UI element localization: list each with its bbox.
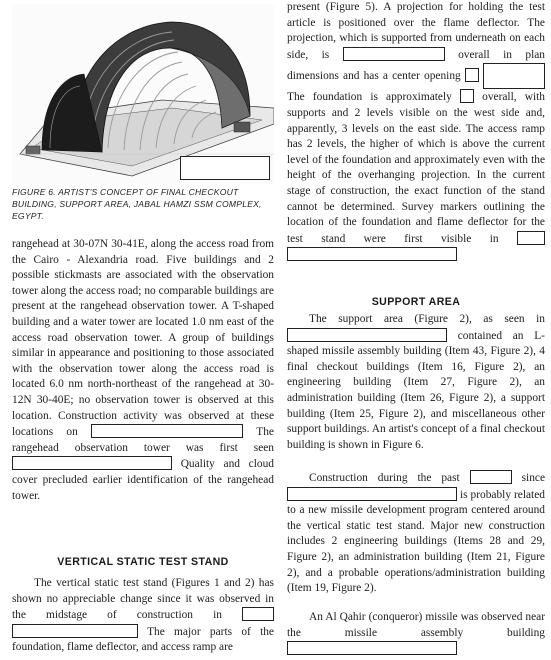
redaction-box [287, 641, 457, 655]
redaction-box [470, 470, 512, 484]
right-paragraph-construction [287, 470, 545, 597]
left-paragraph-test-stand [12, 576, 274, 656]
text-run: is probably related to a new missile development program centered around the vertical static test stand. Major new construction includes 2 engineering buildings (Items 28 and 29, Figure 2), an administration building (Item 21, Figure 2), and a probable operations/administration building (Item 19, Figure 2). [287, 488, 545, 595]
redaction-box [483, 63, 545, 89]
redaction-box [12, 624, 138, 638]
text-run: Construction during the past [309, 472, 460, 484]
text-run: overall in plan dimensions and has a center opening [287, 48, 545, 83]
text-run: present (Figure 5). A projection for holding the test article is positioned over the flame deflector. The projection, which is supported from underneath on each side, is [287, 1, 545, 61]
figure-caption: FIGURE 6. ARTIST'S CONCEPT OF FINAL CHECKOUT BUILDING, SUPPORT AREA, JABAL HAMZI SSM COMPLEX, EGYPT. [12, 187, 262, 221]
redaction-box [343, 47, 445, 61]
right-paragraph-al-qahir [287, 610, 545, 658]
redaction-box [12, 456, 172, 470]
text-run: The foundation is approximately [287, 91, 452, 104]
text-run: An Al Qahir (conqueror) missile was observed near the missile assembly building [287, 611, 545, 639]
redaction-box [91, 424, 243, 438]
text-run: rangehead at 30-07N 30-41E, along the access road from the Cairo - Alexandria road. Five buildings and 2 possible stickmasts are associated with the observation tower along the access road; no comparable buildings are present at the rangehead observation tower. A T-shaped building and a water tower are located 1.0 nm east of the access road observation tower. A group of buildings similar in appearance and positioning to those associated with the observation tower along the access road is located 6.0 nm north-northeast of the rangehead at 30-12N 30-40E; no observation tower is observed at this location. Construction activity was observed at these locations on [12, 238, 274, 439]
text-run: Quality and cloud cover precluded earlier identification of the rangehead tower. [12, 458, 274, 502]
redaction-box [180, 156, 270, 180]
heading-vertical-static-test-stand: VERTICAL STATIC TEST STAND [57, 556, 229, 568]
text-run: The support area (Figure 2), as seen in [309, 313, 545, 325]
text-run: The major parts of the foundation, flame deflector, and access ramp are [12, 625, 274, 654]
text-run: contained an L-shaped missile assembly building (Item 43, Figure 2), 4 final checkout buildings (Item 16, Figure 2), an engineering building (Item 27, Figure 2), an administration building (Item 26, Figure 2), a support building (Item 25, Figure 2), and miscellaneous other support buildings. An artist's concept of a final checkout building is shown in Figure 6. [287, 329, 545, 451]
redaction-box [460, 89, 474, 103]
figure-6-illustration [12, 4, 274, 184]
right-paragraph-test-stand [287, 0, 545, 282]
text-run: since [521, 472, 545, 484]
redaction-box [287, 328, 447, 342]
redaction-box [242, 607, 274, 621]
redaction-box [287, 487, 457, 501]
heading-support-area: SUPPORT AREA [371, 296, 461, 308]
redaction-box [287, 247, 457, 261]
text-run: The vertical static test stand (Figures 1 and 2) has shown no appreciable change since it was observed in the midstage of construction in [12, 577, 274, 622]
text-run: The rangehead observation tower was first seen [12, 426, 274, 454]
left-paragraph-rangehead [12, 237, 274, 535]
text-run: overall, with supports and 2 levels visible on the west side and, apparently, 3 levels on the east side. The access ramp has 2 levels, the higher of which is above the current level of the foundation and approximately even with the height of the overhanging projection. In the current stage of construction, the exact function of the stand cannot be determined. Survey markers outlining the location of the foundation and flame deflector for the test stand were first visible in [287, 91, 545, 245]
redaction-box [465, 68, 479, 82]
redaction-box [517, 231, 545, 245]
